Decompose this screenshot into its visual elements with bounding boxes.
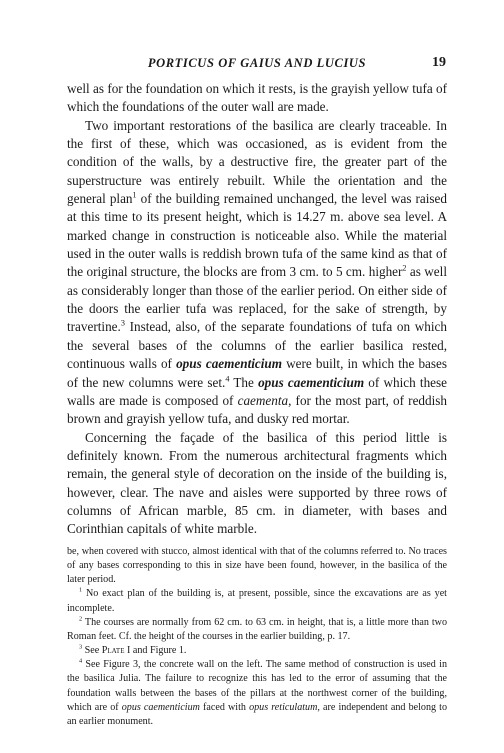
latin-term: opus caementicium — [258, 374, 365, 390]
footnote-ref-2: 2 — [402, 264, 407, 274]
running-title: PORTICUS OF GAIUS AND LUCIUS — [147, 56, 367, 70]
page-header — [68, 56, 446, 74]
paragraph-1: well as for the foundation on which it rests, is the grayish yellow tufa of which the foundations of the outer wall are made. — [67, 81, 447, 115]
footnote-ref-4: 4 — [225, 374, 230, 384]
paragraph-3: Concerning the façade of the basilica of this period little is definitely known. From the numerous architectural fragments which remain, the general style of decoration on the inside of the building is, however, clear. The nave and aisles were supported by three rows of columns of African marble, 85 cm. in diameter, with bases and Corinthian capitals of white marble. — [67, 429, 447, 537]
footnote-ref-1: 1 — [132, 190, 137, 200]
footnote-3: $^3$ See Plate I and Figure 1. — [79, 643, 187, 657]
latin-term: caementa — [237, 392, 289, 408]
footnote-1: $^1$ No exact plan of the building is, at present, possible, since the excavations are as yet incomplete. — [67, 587, 447, 614]
footnote-continuation: be, when covered with stucco, almost identical with that of the columns referred to. No traces of any bases corresponding to this in size have been found, however, in the basilica of the later period. — [67, 546, 447, 586]
footnote-4: $^4$ See Figure 3, the concrete wall on the left. The same method of construction is used in the basilica Julia. The failure to recognize this has led to the error of assuming that the foundation walls between the bases of the pillars at the northwest corner of the building, which are of opus caementicium faced with opus reticulatum, are independent and belong to an earlier monument. — [67, 657, 447, 727]
footnote-2: $^2$ The courses are normally from 62 cm. to 63 cm. in height, that is, a little more than two Roman feet. Cf. the height of the courses in the earlier building, p. 17. — [67, 615, 447, 642]
paragraph-2: Two important restorations of the basilica are clearly traceable. In the first of these, which was occasioned, as is evident from the condition of the walls, by a destructive fire, the greater part of the superstructure was entirely rebuilt. While the orientation and the general plan$^1$ of the building remained unchanged, the level was raised at this time to its present height, which is 14.27 m. above sea level. A marked change in construction is noticeable also. While the material used in the outer walls is reddish brown tufa of the same kind as that of the original structure, the blocks are from 3 cm. to 5 cm. higher$^2$ as well as considerably longer than those of the earlier period. On either side of the doors the earlier tufa was replaced, for the sake of strength, by travertine.$^3$ Instead, also, of the separate foundations of tufa on which the several bases of the columns of the earlier basilica rested, continuous walls of opus caementicium were built, in which the bases of the new columns were set.$^4$ The opus caementicium of which these walls are made is composed of caementa, for the most part, of reddish brown and grayish yellow tufa, and dusky red mortar. — [67, 117, 448, 427]
footnotes — [67, 545, 447, 729]
body-text — [67, 80, 447, 539]
page-number: 19 — [432, 55, 446, 70]
latin-term: opus caementicium — [176, 356, 283, 372]
footnote-ref-3: 3 — [120, 319, 125, 329]
